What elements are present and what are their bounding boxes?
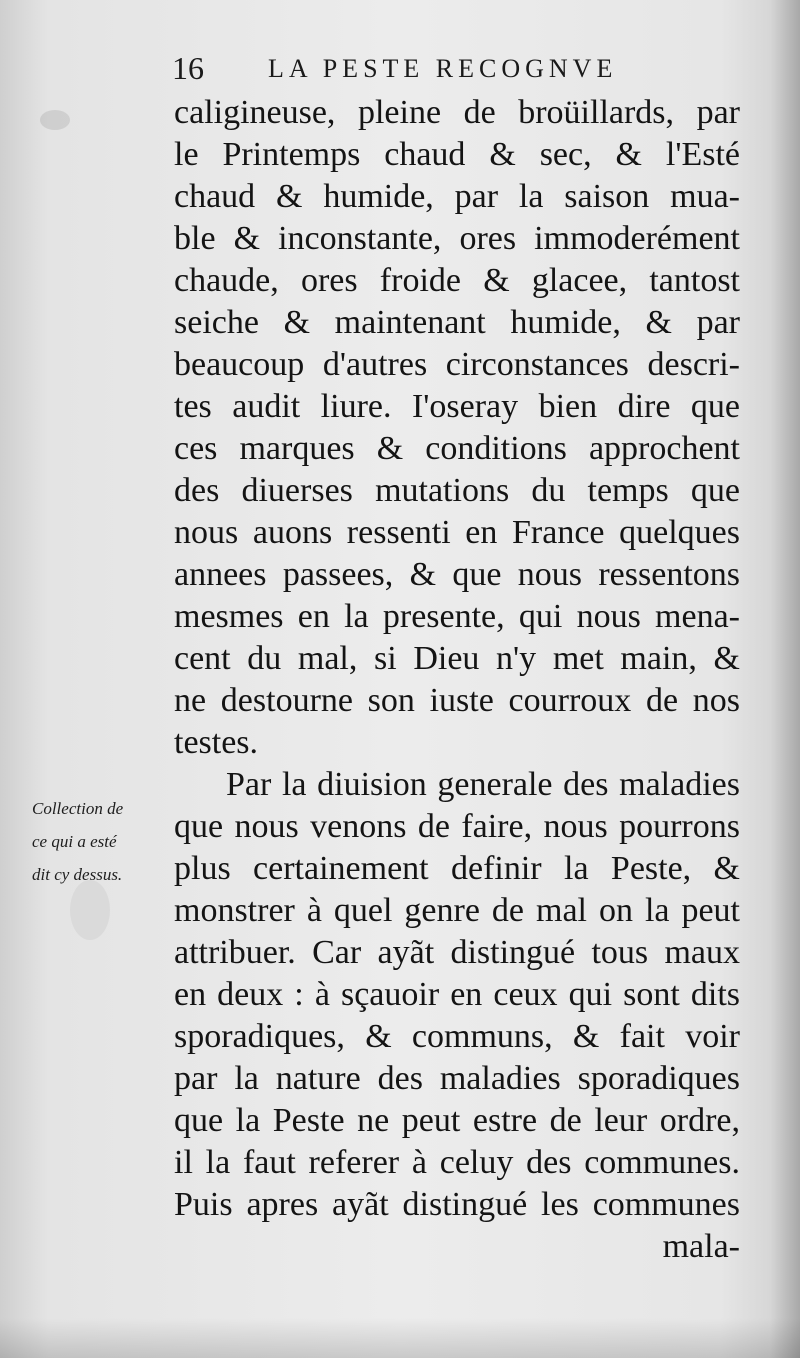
text-line: nous auons ressenti en France quelques bbox=[174, 514, 740, 551]
text-line: par la nature des maladies sporadiques bbox=[174, 1060, 740, 1097]
marginal-note-line: Collection de bbox=[32, 799, 124, 818]
text-line: annees passees, & que nous ressentons bbox=[174, 556, 740, 593]
page-number: 16 bbox=[172, 50, 204, 86]
paper-speck bbox=[40, 110, 70, 130]
running-title: LA PESTE RECOGNVE bbox=[268, 54, 618, 83]
text-line: tes audit liure. I'oseray bien dire que bbox=[174, 388, 740, 425]
text-line: plus certainement definir la Peste, & bbox=[174, 850, 740, 887]
text-line: ble & inconstante, ores immoderément bbox=[174, 220, 740, 257]
text-line: en deux : à sçauoir en ceux qui sont dits bbox=[174, 976, 740, 1013]
text-line: attribuer. Car ayãt distingué tous maux bbox=[174, 934, 740, 971]
marginal-note-line: dit cy dessus. bbox=[32, 865, 123, 884]
text-line: ne destourne son iuste courroux de nos bbox=[174, 682, 740, 719]
text-line: testes. bbox=[174, 724, 259, 761]
text-line: que nous venons de faire, nous pourrons bbox=[174, 808, 740, 845]
text-line: chaude, ores froide & glacee, tantost bbox=[174, 262, 740, 299]
page-header bbox=[172, 50, 732, 92]
text-line: que la Peste ne peut estre de leur ordre, bbox=[174, 1102, 740, 1139]
marginal-note-line: ce qui a esté bbox=[32, 832, 117, 851]
text-line: caligineuse, pleine de broüillards, par bbox=[174, 94, 740, 131]
text-line: ces marques & conditions approchent bbox=[174, 430, 740, 467]
text-line: mesmes en la presente, qui nous mena- bbox=[174, 598, 740, 635]
text-line: monstrer à quel genre de mal on la peut bbox=[174, 892, 740, 929]
page-bottom-shadow bbox=[0, 1318, 800, 1358]
text-line: des diuerses mutations du temps que bbox=[174, 472, 740, 509]
catchword: mala- bbox=[662, 1228, 740, 1265]
marginal-note bbox=[32, 792, 174, 891]
page-edge-shadow bbox=[770, 0, 800, 1358]
body-text bbox=[174, 92, 740, 1268]
text-line: chaud & humide, par la saison mua- bbox=[174, 178, 740, 215]
text-line: cent du mal, si Dieu n'y met main, & bbox=[174, 640, 740, 677]
paragraph-start-line: Par la diuision generale des maladies bbox=[226, 766, 740, 803]
text-line: le Printemps chaud & sec, & l'Esté bbox=[174, 136, 740, 173]
text-line: il la faut referer à celuy des communes. bbox=[174, 1144, 740, 1181]
text-line: seiche & maintenant humide, & par bbox=[174, 304, 740, 341]
text-line: beaucoup d'autres circonstances descri- bbox=[174, 346, 740, 383]
text-line: sporadiques, & communs, & fait voir bbox=[174, 1018, 740, 1055]
text-line: Puis apres ayãt distingué les communes bbox=[174, 1186, 740, 1223]
